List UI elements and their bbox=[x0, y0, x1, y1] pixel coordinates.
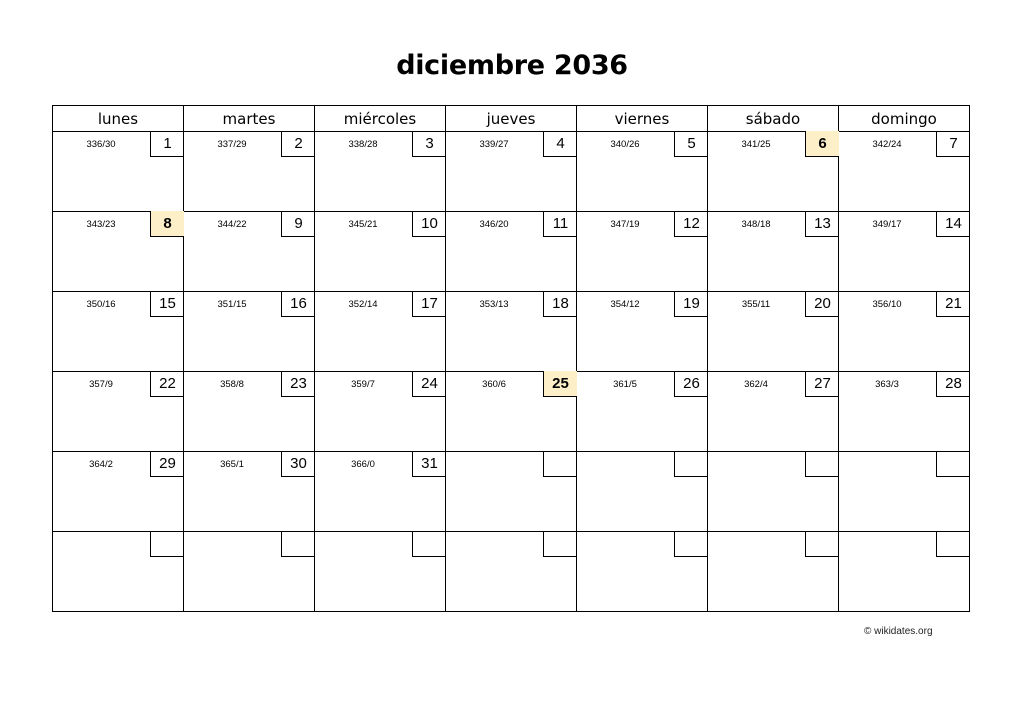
day-of-year-label: 363/3 bbox=[875, 379, 899, 390]
day-of-year-label: 343/23 bbox=[86, 219, 116, 230]
calendar-grid bbox=[52, 105, 970, 612]
day-cell bbox=[184, 372, 315, 452]
day-number: 22 bbox=[150, 371, 184, 397]
day-number bbox=[281, 531, 315, 557]
day-number: 12 bbox=[674, 211, 708, 237]
day-of-year-label: 339/27 bbox=[479, 139, 509, 150]
day-cell bbox=[315, 452, 446, 532]
week-row bbox=[53, 452, 970, 532]
day-cell bbox=[708, 372, 839, 452]
day-number bbox=[543, 531, 577, 557]
day-cell bbox=[53, 452, 184, 532]
day-number bbox=[805, 531, 839, 557]
week-row bbox=[53, 212, 970, 292]
day-of-year-label: 359/7 bbox=[351, 379, 375, 390]
day-of-year-label: 354/12 bbox=[610, 299, 640, 310]
day-number: 2 bbox=[281, 131, 315, 157]
holiday-day-number: 6 bbox=[805, 131, 839, 157]
day-of-year-label: 345/21 bbox=[348, 219, 378, 230]
day-number: 9 bbox=[281, 211, 315, 237]
day-number bbox=[805, 451, 839, 477]
day-cell bbox=[53, 372, 184, 452]
day-of-year-label: 356/10 bbox=[872, 299, 902, 310]
day-number: 29 bbox=[150, 451, 184, 477]
day-of-year-label: 360/6 bbox=[482, 379, 506, 390]
day-cell bbox=[839, 212, 970, 292]
day-number: 31 bbox=[412, 451, 446, 477]
day-cell bbox=[53, 212, 184, 292]
day-of-year-label: 340/26 bbox=[610, 139, 640, 150]
day-number bbox=[674, 531, 708, 557]
day-of-year-label: 342/24 bbox=[872, 139, 902, 150]
day-number: 15 bbox=[150, 291, 184, 317]
holiday-day-number: 25 bbox=[543, 371, 577, 397]
weekday-header: miércoles bbox=[315, 106, 446, 132]
day-number: 11 bbox=[543, 211, 577, 237]
day-of-year-label: 364/2 bbox=[89, 459, 113, 470]
day-cell bbox=[446, 212, 577, 292]
day-of-year-label: 353/13 bbox=[479, 299, 509, 310]
day-cell bbox=[315, 212, 446, 292]
week-row bbox=[53, 292, 970, 372]
day-cell bbox=[184, 212, 315, 292]
day-of-year-label: 346/20 bbox=[479, 219, 509, 230]
day-cell bbox=[315, 132, 446, 212]
day-cell bbox=[839, 532, 970, 612]
weekday-header: viernes bbox=[577, 106, 708, 132]
weekday-header: martes bbox=[184, 106, 315, 132]
day-cell bbox=[446, 372, 577, 452]
day-of-year-label: 366/0 bbox=[351, 459, 375, 470]
day-number: 18 bbox=[543, 291, 577, 317]
day-cell bbox=[577, 292, 708, 372]
day-cell bbox=[708, 532, 839, 612]
day-of-year-label: 365/1 bbox=[220, 459, 244, 470]
day-number bbox=[150, 531, 184, 557]
day-cell bbox=[577, 532, 708, 612]
day-cell bbox=[184, 532, 315, 612]
day-cell bbox=[839, 452, 970, 532]
day-number: 7 bbox=[936, 131, 970, 157]
day-cell bbox=[577, 452, 708, 532]
week-row bbox=[53, 372, 970, 452]
day-number bbox=[543, 451, 577, 477]
day-cell bbox=[184, 132, 315, 212]
day-cell bbox=[839, 132, 970, 212]
day-of-year-label: 349/17 bbox=[872, 219, 902, 230]
day-cell bbox=[53, 132, 184, 212]
day-cell bbox=[577, 372, 708, 452]
day-cell bbox=[446, 452, 577, 532]
day-number: 1 bbox=[150, 131, 184, 157]
day-number bbox=[674, 451, 708, 477]
day-of-year-label: 355/11 bbox=[741, 299, 771, 310]
day-of-year-label: 358/8 bbox=[220, 379, 244, 390]
day-cell bbox=[708, 132, 839, 212]
weekday-header: sábado bbox=[708, 106, 839, 132]
day-of-year-label: 341/25 bbox=[741, 139, 771, 150]
day-cell bbox=[446, 132, 577, 212]
day-number: 27 bbox=[805, 371, 839, 397]
day-number: 4 bbox=[543, 131, 577, 157]
day-of-year-label: 347/19 bbox=[610, 219, 640, 230]
day-number: 17 bbox=[412, 291, 446, 317]
day-of-year-label: 350/16 bbox=[86, 299, 116, 310]
day-of-year-label: 351/15 bbox=[217, 299, 247, 310]
copyright-footer: © wikidates.org bbox=[864, 626, 933, 637]
day-number: 28 bbox=[936, 371, 970, 397]
day-of-year-label: 338/28 bbox=[348, 139, 378, 150]
day-number: 3 bbox=[412, 131, 446, 157]
day-number: 23 bbox=[281, 371, 315, 397]
day-cell bbox=[315, 372, 446, 452]
day-of-year-label: 361/5 bbox=[613, 379, 637, 390]
day-number bbox=[936, 531, 970, 557]
day-number: 30 bbox=[281, 451, 315, 477]
day-cell bbox=[315, 532, 446, 612]
weekday-header-row bbox=[53, 106, 970, 132]
day-number: 16 bbox=[281, 291, 315, 317]
weekday-header: lunes bbox=[53, 106, 184, 132]
day-number: 21 bbox=[936, 291, 970, 317]
day-of-year-label: 352/14 bbox=[348, 299, 378, 310]
day-cell bbox=[708, 212, 839, 292]
day-cell bbox=[184, 292, 315, 372]
day-cell bbox=[184, 452, 315, 532]
day-of-year-label: 344/22 bbox=[217, 219, 247, 230]
day-of-year-label: 337/29 bbox=[217, 139, 247, 150]
day-cell bbox=[708, 292, 839, 372]
day-cell bbox=[839, 372, 970, 452]
calendar-title: diciembre 2036 bbox=[396, 50, 628, 81]
weekday-header: domingo bbox=[839, 106, 970, 132]
holiday-day-number: 8 bbox=[150, 211, 184, 237]
day-number: 24 bbox=[412, 371, 446, 397]
day-cell bbox=[577, 132, 708, 212]
day-number: 5 bbox=[674, 131, 708, 157]
week-row bbox=[53, 132, 970, 212]
day-number: 14 bbox=[936, 211, 970, 237]
day-cell bbox=[446, 292, 577, 372]
weekday-header: jueves bbox=[446, 106, 577, 132]
day-cell bbox=[315, 292, 446, 372]
day-number bbox=[412, 531, 446, 557]
day-cell bbox=[708, 452, 839, 532]
day-number: 13 bbox=[805, 211, 839, 237]
day-of-year-label: 336/30 bbox=[86, 139, 116, 150]
day-cell bbox=[446, 532, 577, 612]
day-of-year-label: 362/4 bbox=[744, 379, 768, 390]
day-of-year-label: 357/9 bbox=[89, 379, 113, 390]
day-of-year-label: 348/18 bbox=[741, 219, 771, 230]
week-row bbox=[53, 532, 970, 612]
day-number: 26 bbox=[674, 371, 708, 397]
day-cell bbox=[53, 532, 184, 612]
day-cell bbox=[53, 292, 184, 372]
day-number: 10 bbox=[412, 211, 446, 237]
day-cell bbox=[839, 292, 970, 372]
day-number: 20 bbox=[805, 291, 839, 317]
day-number bbox=[936, 451, 970, 477]
day-number: 19 bbox=[674, 291, 708, 317]
day-cell bbox=[577, 212, 708, 292]
